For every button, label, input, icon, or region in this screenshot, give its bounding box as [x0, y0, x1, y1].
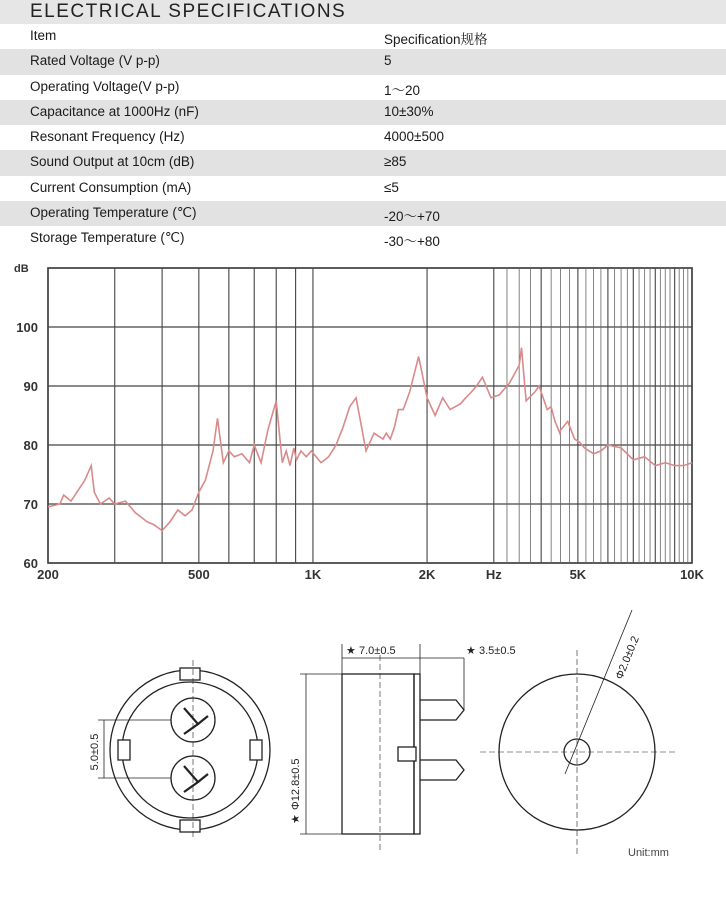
dim-hole-label: Φ2.0±0.2: [613, 634, 642, 682]
x-tick-label: Hz: [485, 567, 502, 582]
table-row: [0, 49, 726, 74]
dim-spacing-label: 5.0±0.5: [89, 733, 101, 771]
header-spec: Specification规格: [384, 32, 488, 47]
x-tick-label: 500: [187, 567, 210, 582]
page-title: ELECTRICAL SPECIFICATIONS: [30, 1, 347, 22]
x-tick-label: 10K: [680, 567, 704, 582]
side-view: [300, 644, 464, 850]
row-value: -20～+70: [384, 209, 440, 225]
row-value: ≥85: [384, 154, 407, 170]
bottom-view: [98, 660, 270, 840]
row-item: Operating Voltage(V p-p): [30, 78, 180, 94]
frequency-response-chart: [0, 258, 726, 588]
table-row: [0, 150, 726, 175]
chart-grid: [48, 268, 692, 563]
spec-table: [0, 24, 726, 252]
row-item: Storage Temperature (℃): [30, 230, 185, 246]
y-tick-label: 80: [23, 438, 38, 453]
table-row: [0, 75, 726, 100]
row-value: -30～+80: [384, 234, 440, 250]
table-row: [0, 100, 726, 125]
x-tick-labels: [37, 567, 704, 582]
table-row: [0, 201, 726, 226]
dim-diameter-label: Φ12.8±0.5: [290, 758, 302, 810]
row-value: 1～20: [384, 82, 421, 98]
row-value: 10±30%: [384, 103, 434, 119]
row-item: Capacitance at 1000Hz (nF): [30, 103, 199, 119]
x-tick-label: 1K: [304, 567, 322, 582]
row-item: Operating Temperature (℃): [30, 205, 197, 221]
dim-width-label: 7.0±0.5: [359, 645, 396, 657]
x-tick-label: 200: [37, 567, 59, 582]
table-row: [0, 226, 726, 251]
title-bar: [0, 0, 726, 24]
y-axis-label: dB: [14, 263, 29, 275]
header-item: Item: [30, 28, 57, 43]
row-item: Sound Output at 10cm (dB): [30, 154, 195, 170]
table-row: [0, 125, 726, 150]
row-item: Current Consumption (mA): [30, 179, 192, 195]
table-row: [0, 176, 726, 201]
row-value: ≤5: [384, 179, 399, 195]
x-tick-label: 2K: [418, 567, 436, 582]
y-tick-label: 90: [23, 379, 38, 394]
plot-frame: [48, 268, 692, 563]
y-tick-label: 70: [23, 497, 38, 512]
row-value: 5: [384, 53, 392, 69]
x-tick-label: 5K: [569, 567, 587, 582]
dim-star-3: ★: [290, 814, 302, 824]
dim-star-2: ★: [466, 645, 476, 657]
y-tick-label: 100: [16, 320, 38, 335]
row-item: Rated Voltage (V p-p): [30, 53, 160, 69]
dim-star-1: ★: [346, 645, 356, 657]
row-value: 4000±500: [384, 129, 444, 145]
row-item: Resonant Frequency (Hz): [30, 129, 185, 145]
unit-label: Unit:mm: [628, 847, 669, 859]
table-header: [0, 24, 726, 49]
y-tick-label: 60: [23, 556, 38, 571]
response-curve: [48, 348, 692, 531]
mechanical-drawings: [0, 600, 726, 900]
y-tick-labels: [16, 320, 38, 571]
dim-pin-label: 3.5±0.5: [479, 645, 516, 657]
